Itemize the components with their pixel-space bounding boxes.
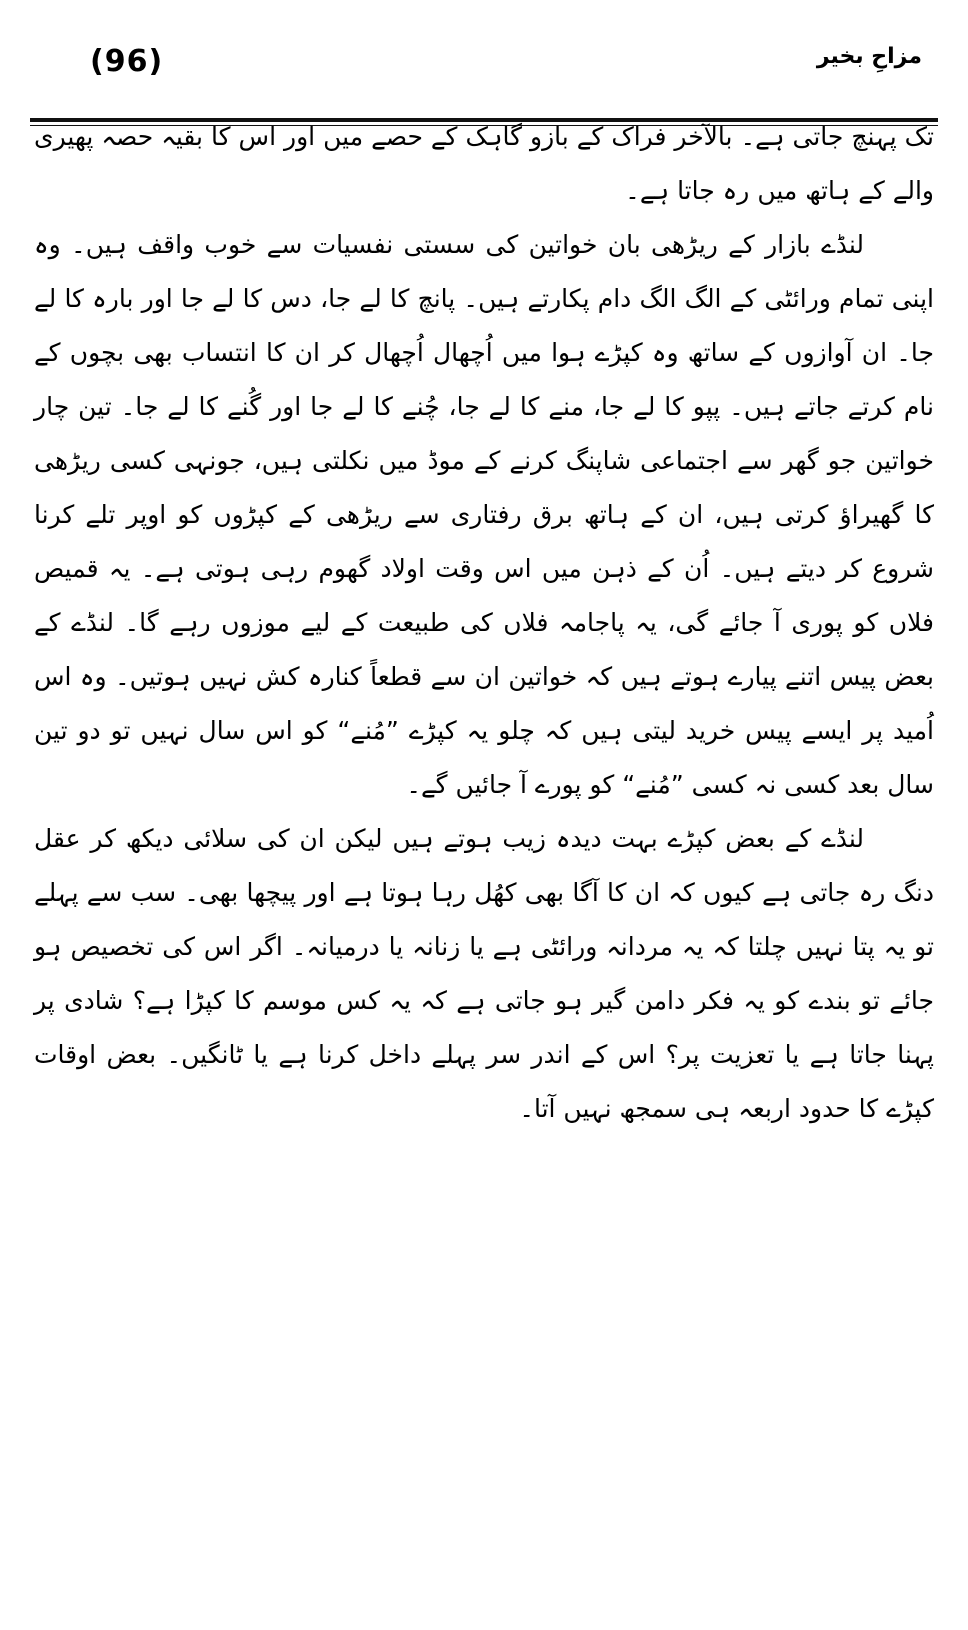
paragraph-3: لنڈے کے بعض کپڑے بہت دیدہ زیب ہوتے ہیں لیکن ان کی سلائی دیکھ کر عقل دنگ رہ جاتی ہے کیوں کہ ان کا آگا بھی کھُل رہا ہوتا ہے اور پیچھا بھی۔ سب سے پہلے تو یہ پتا نہیں چلتا کہ یہ مردانہ ورائٹی ہے یا زنانہ یا درمیانہ۔ اگر اس کی تخصیص ہو جائے تو بندے کو یہ فکر دامن گیر ہو جاتی ہے کہ یہ کس موسم کا کپڑا ہے؟ شادی پر پہنا جاتا ہے یا تعزیت پر؟ اس کے اندر سر پہلے داخل کرنا ہے یا ٹانگیں۔ بعض اوقات کپڑے کا حدود اربعہ ہی سمجھ نہیں آتا۔: [34, 824, 934, 1123]
running-title: مزاحِ بخیر: [816, 44, 922, 69]
paragraph-1: تک پہنچ جاتی ہے۔ بالآخر فراک کے بازو گاہک کے حصے میں اور اس کا بقیہ حصہ پھیری والے کے ہاتھ میں رہ جاتا ہے۔: [34, 122, 934, 205]
page-header: [30, 30, 938, 90]
page-number: (96): [90, 44, 164, 79]
paragraph-2: لنڈے بازار کے ریڑھی بان خواتین کی سستی نفسیات سے خوب واقف ہیں۔ وہ اپنی تمام ورائٹی کے الگ الگ دام پکارتے ہیں۔ پانچ کا لے جا، دس کا لے جا اور بارہ کا لے جا۔ ان آوازوں کے ساتھ وہ کپڑے ہوا میں اُچھال اُچھال کر ان کا انتساب بھی بچوں کے نام کرتے جاتے ہیں۔ پپو کا لے جا، منے کا لے جا، چُنے کا لے جا اور گُنے کا لے جا۔ تین چار خواتین جو گھر سے اجتماعی شاپنگ کرنے کے موڈ میں نکلتی ہیں، جونہی کسی ریڑھی کا گھیراؤ کرتی ہیں، ان کے ہاتھ برق رفتاری سے ریڑھی کے کپڑوں کو اوپر تلے کرنا شروع کر دیتے ہیں۔ اُن کے ذہن میں اس وقت اولاد گھوم رہی ہوتی ہے۔ یہ قمیص فلاں کو پوری آ جائے گی، یہ پاجامہ فلاں کی طبیعت کے لیے موزوں رہے گا۔ لنڈے کے بعض پیس اتنے پیارے ہوتے ہیں کہ خواتین ان سے قطعاً کنارہ کش نہیں ہوتیں۔ وہ اس اُمید پر ایسے پیس خرید لیتی ہیں کہ چلو یہ کپڑے ”مُنے“ کو اس سال نہیں تو دو تین سال بعد کسی نہ کسی ”مُنے“ کو پورے آ جائیں گے۔: [34, 230, 934, 799]
page-body: [34, 110, 934, 1590]
